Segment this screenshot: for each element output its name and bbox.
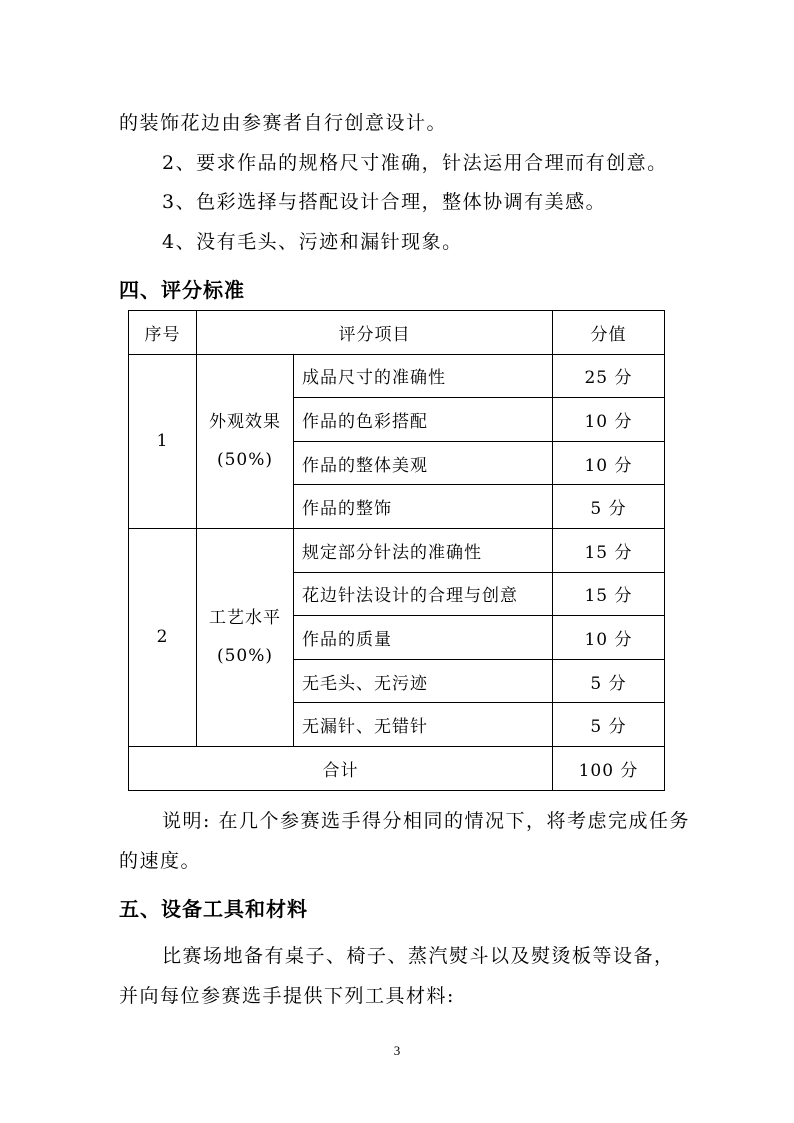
- note-line-2: 的速度。: [119, 850, 202, 872]
- score-cell: 5 分: [553, 485, 665, 529]
- item-cell: 作品的整饰: [294, 485, 553, 529]
- group-number: 2: [129, 528, 197, 746]
- header-no: 序号: [129, 311, 197, 355]
- note-line-1: 说明: 在几个参赛选手得分相同的情况下，将考虑完成任务: [162, 810, 690, 832]
- table-header-row: [129, 311, 665, 355]
- page-number: 3: [393, 1043, 401, 1058]
- score-cell: 5 分: [553, 703, 665, 747]
- group-number: 1: [129, 354, 197, 528]
- section-heading-scoring: 四、评分标准: [119, 278, 245, 302]
- score-cell: 10 分: [553, 398, 665, 442]
- category-name: 工艺水平: [209, 608, 281, 629]
- header-score: 分值: [553, 311, 665, 355]
- score-cell: 10 分: [553, 441, 665, 485]
- category-weight: (50%): [216, 450, 274, 471]
- paragraph-continuation: 的装饰花边由参赛者自行创意设计。: [119, 112, 448, 134]
- total-label: 合计: [129, 746, 553, 790]
- equipment-line-2: 并向每位参赛选手提供下列工具材料:: [119, 985, 455, 1007]
- scoring-table: [128, 310, 665, 791]
- equipment-line-1: 比赛场地备有桌子、椅子、蒸汽熨斗以及熨烫板等设备，: [162, 945, 675, 967]
- item-cell: 无漏针、无错针: [294, 703, 553, 747]
- item-cell: 作品的整体美观: [294, 441, 553, 485]
- requirement-3: 3、色彩选择与搭配设计合理，整体协调有美感。: [162, 191, 607, 213]
- item-cell: 成品尺寸的准确性: [294, 354, 553, 398]
- header-item: 评分项目: [197, 311, 553, 355]
- total-score: 100 分: [553, 746, 665, 790]
- item-cell: 规定部分针法的准确性: [294, 528, 553, 572]
- item-cell: 作品的色彩搭配: [294, 398, 553, 442]
- score-cell: 15 分: [553, 572, 665, 616]
- group-category: [197, 528, 294, 746]
- requirement-2: 2、要求作品的规格尺寸准确，针法运用合理而有创意。: [162, 152, 668, 174]
- score-cell: 5 分: [553, 659, 665, 703]
- requirement-4: 4、没有毛头、污迹和漏针现象。: [162, 231, 463, 253]
- score-cell: 15 分: [553, 528, 665, 572]
- table-total-row: [129, 746, 665, 790]
- item-cell: 无毛头、无污迹: [294, 659, 553, 703]
- table-row: [129, 354, 665, 398]
- item-cell: 作品的质量: [294, 616, 553, 660]
- score-cell: 10 分: [553, 616, 665, 660]
- score-cell: 25 分: [553, 354, 665, 398]
- category-weight: (50%): [216, 646, 274, 667]
- section-heading-equipment: 五、设备工具和材料: [119, 897, 308, 921]
- table-row: [129, 528, 665, 572]
- item-cell: 花边针法设计的合理与创意: [294, 572, 553, 616]
- category-name: 外观效果: [209, 412, 281, 433]
- group-category: [197, 354, 294, 528]
